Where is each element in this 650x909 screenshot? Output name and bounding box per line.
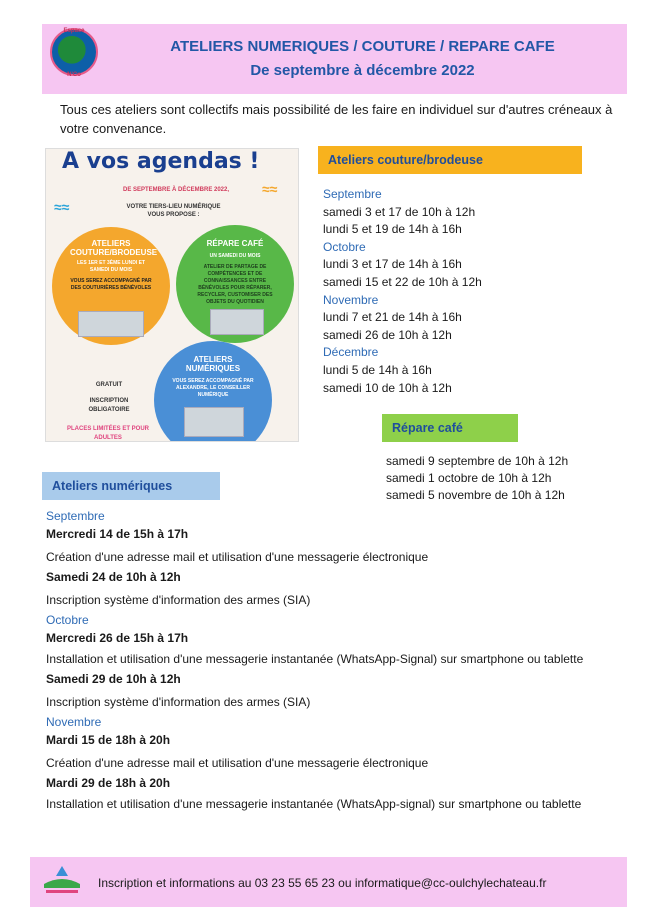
laptop-photo — [184, 407, 244, 437]
couture-heading: Ateliers couture/brodeuse — [328, 153, 483, 167]
couture-month: Décembre — [323, 345, 379, 360]
page-title: ATELIERS NUMERIQUES / COUTURE / REPARE CAFE — [170, 38, 555, 55]
numeriques-heading: Ateliers numériques — [52, 479, 173, 493]
couture-line: lundi 3 et 17 de 14h à 16h — [323, 257, 462, 272]
repare-heading-bar — [382, 414, 518, 442]
espace-nco-logo-icon — [50, 28, 98, 76]
poster-tiers-line2: VOUS PROPOSE : — [147, 212, 200, 218]
footer-contact: Inscription et informations au 03 23 55 65 23 ou informatique@cc-oulchylechateau.fr — [98, 876, 547, 890]
num-session: Mercredi 26 de 15h à 17h — [46, 631, 189, 645]
poster-inscription: INSCRIPTION OBLIGATOIRE — [88, 398, 130, 413]
poster-couture-text2: VOUS SEREZ ACCOMPAGNÉ PAR DES COUTURIÈRES BÉNÉVOLES — [70, 278, 152, 291]
poster-gratuit: GRATUIT — [95, 382, 123, 388]
couture-line: lundi 7 et 21 de 14h à 16h — [323, 310, 462, 325]
couture-month: Septembre — [323, 187, 382, 201]
numeriques-schedule — [46, 506, 621, 816]
num-description: Inscription système d'information des armes (SIA) — [46, 593, 311, 607]
num-description: Inscription système d'information des armes (SIA) — [46, 695, 311, 709]
poster-circle-couture — [52, 227, 170, 345]
header-banner — [42, 24, 627, 94]
poster-circle-numerique — [154, 341, 272, 442]
repare-schedule — [386, 453, 646, 504]
wave-icon-right: ≈≈ — [262, 181, 278, 197]
poster-repare-text2: ATELIER DE PARTAGE DE COMPÉTENCES ET DE CONNAISSANCES ENTRE BÉNÉVOLES POUR RÉPARER, RECYCLER, CUSTOMISER DES OBJETS DU QUOTIDIEN — [197, 264, 273, 305]
num-session: Mardi 29 de 18h à 20h — [46, 776, 171, 790]
num-session: Samedi 24 de 10h à 12h — [46, 570, 181, 584]
couture-line: lundi 5 de 14h à 16h — [323, 362, 432, 377]
repare-line: samedi 9 septembre de 10h à 12h — [386, 454, 569, 468]
page-subtitle: De septembre à décembre 2022 — [250, 62, 475, 79]
couture-month: Novembre — [323, 292, 379, 307]
poster-tiers-lieu — [86, 203, 261, 219]
num-month: Novembre — [46, 715, 102, 729]
community-logo-icon — [40, 862, 84, 896]
couture-heading-bar — [318, 146, 582, 174]
num-description: Création d'une adresse mail et utilisation d'une messagerie électronique — [46, 550, 429, 564]
num-month: Septembre — [46, 509, 105, 523]
poster-title: A vos agendas ! — [62, 149, 260, 174]
intro-paragraph: Tous ces ateliers sont collectifs mais possibilité de les faire en individuel sur d'autres créneaux à votre convenance. — [60, 102, 613, 136]
poster-circle-repare — [176, 225, 294, 343]
repare-heading: Répare café — [392, 421, 463, 435]
poster-period: DE SEPTEMBRE À DÉCEMBRE 2022, — [122, 187, 230, 193]
num-month: Octobre — [46, 613, 89, 627]
logo-top-text: Espace — [63, 28, 85, 34]
couture-line: samedi 10 de 10h à 12h — [323, 380, 452, 395]
couture-schedule — [323, 186, 623, 397]
poster-couture-title: ATELIERS COUTURE/BRODEUSE — [70, 239, 158, 257]
num-session: Samedi 29 de 10h à 12h — [46, 672, 181, 686]
num-description: Installation et utilisation d'une messagerie instantanée (WhatsApp-Signal) sur smartphone ou tablette — [46, 652, 584, 666]
logo-bottom-text: N'Co — [67, 72, 81, 78]
poster-couture-text: LES 1ER ET 3ÈME LUNDI ET SAMEDI DU MOIS — [76, 260, 146, 273]
couture-line: lundi 5 et 19 de 14h à 16h — [323, 222, 462, 237]
poster-num-text: VOUS SEREZ ACCOMPAGNÉ PAR ALEXANDRE, LE CONSEILLER NUMÉRIQUE — [172, 378, 254, 398]
poster-places: PLACES LIMITÉES ET POUR ADULTES — [66, 426, 149, 441]
couture-line: samedi 26 de 10h à 12h — [323, 327, 452, 342]
poster-num-title: ATELIERS NUMÉRIQUES — [185, 355, 241, 373]
poster-tiers-line1: VOTRE TIERS-LIEU NUMÉRIQUE — [126, 204, 221, 210]
numeriques-heading-bar — [42, 472, 220, 500]
repare-line: samedi 1 octobre de 10h à 12h — [386, 471, 552, 485]
num-description: Création d'une adresse mail et utilisation d'une messagerie électronique — [46, 756, 429, 770]
couture-line: samedi 3 et 17 de 10h à 12h — [323, 204, 476, 219]
sewing-machine-photo — [78, 311, 144, 337]
agenda-poster — [45, 148, 299, 442]
poster-repare-text: UN SAMEDI DU MOIS — [209, 253, 261, 259]
num-description: Installation et utilisation d'une messagerie instantanée (WhatsApp-signal) sur smartphone ou tablette — [46, 797, 582, 811]
wave-icon-left: ≈≈ — [54, 199, 70, 215]
poster-repare-title: RÉPARE CAFÉ — [206, 239, 264, 248]
num-session: Mardi 15 de 18h à 20h — [46, 733, 171, 747]
couture-line: samedi 15 et 22 de 10h à 12h — [323, 274, 482, 289]
repare-line: samedi 5 novembre de 10h à 12h — [386, 488, 565, 502]
num-session: Mercredi 14 de 15h à 17h — [46, 527, 189, 541]
repair-photo — [210, 309, 264, 335]
couture-month: Octobre — [323, 239, 366, 254]
